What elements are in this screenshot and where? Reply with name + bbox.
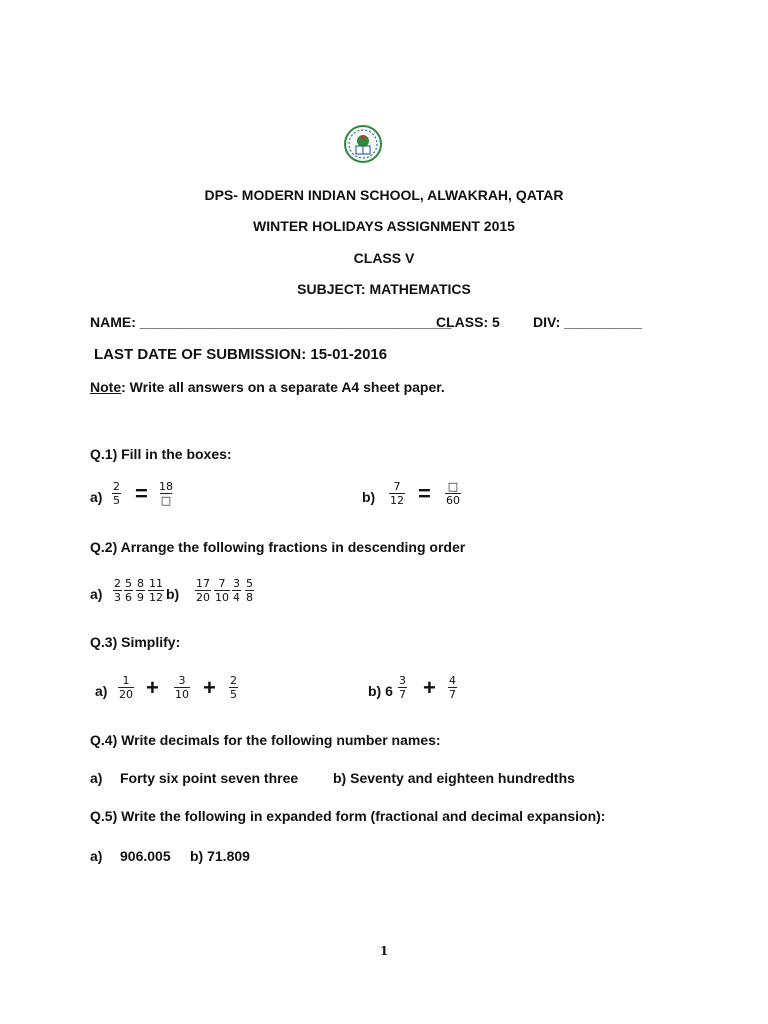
q3-a-label: a) xyxy=(95,683,108,699)
q4-a-label: a) xyxy=(90,770,103,786)
numerator: 3 xyxy=(178,674,186,687)
q1-b-right-fraction xyxy=(445,480,461,507)
q2-a-fraction-1 xyxy=(113,577,122,604)
q2-b-fraction-3 xyxy=(232,577,241,604)
page-number: 1 xyxy=(379,944,389,958)
q2-title: Q.2) Arrange the following fractions in descending order xyxy=(90,539,466,555)
numerator: 2 xyxy=(230,674,237,687)
equals-sign: = xyxy=(418,481,431,506)
numerator: 11 xyxy=(149,577,163,590)
school-logo xyxy=(343,124,383,164)
numerator: 17 xyxy=(196,577,210,590)
q2-b-fraction-4 xyxy=(245,577,254,604)
denominator: 10 xyxy=(175,688,189,701)
q2-b-fraction-1 xyxy=(195,577,211,604)
denominator: 5 xyxy=(113,494,120,507)
q4-title: Q.4) Write decimals for the following number names: xyxy=(90,732,441,748)
q1-a-right-fraction xyxy=(158,480,174,507)
numerator: 3 xyxy=(233,577,240,590)
denominator: 7 xyxy=(399,688,406,701)
numerator: 3 xyxy=(399,674,406,687)
q1-b-label: b) xyxy=(362,489,376,505)
denominator: 12 xyxy=(149,591,163,604)
note-label: Note xyxy=(90,379,122,395)
q3-b-fraction-2 xyxy=(448,674,457,701)
q2-b-label: b) xyxy=(166,586,180,602)
denominator: 20 xyxy=(196,591,210,604)
q3-a-fraction-1 xyxy=(118,674,134,701)
q1-title: Q.1) Fill in the boxes: xyxy=(90,446,232,462)
numerator: 2 xyxy=(113,480,120,493)
q5-a-label: a) xyxy=(90,848,103,864)
numerator: 5 xyxy=(125,577,132,590)
q3-title: Q.3) Simplify: xyxy=(90,634,181,650)
denominator: 8 xyxy=(246,591,253,604)
school-name: DPS- MODERN INDIAN SCHOOL, ALWAKRAH, QATAR xyxy=(204,187,564,203)
q1-a-left-fraction xyxy=(112,480,121,507)
numerator-box: □ xyxy=(447,480,459,493)
denominator: 20 xyxy=(119,688,133,701)
denominator: 3 xyxy=(114,591,121,604)
denominator: 10 xyxy=(215,591,229,604)
denominator-box: □ xyxy=(160,494,172,507)
q3-b-fraction-1 xyxy=(398,674,407,701)
denominator: 9 xyxy=(137,591,144,604)
equals-sign: = xyxy=(135,481,148,506)
numerator: 1 xyxy=(122,674,130,687)
div-field: DIV: __________ xyxy=(533,314,642,330)
q2-b-fraction-2 xyxy=(214,577,230,604)
assignment-title: WINTER HOLIDAYS ASSIGNMENT 2015 xyxy=(253,218,515,234)
q4-a-text: Forty six point seven three xyxy=(120,770,299,786)
denominator: 7 xyxy=(449,688,456,701)
numerator: 4 xyxy=(449,674,456,687)
denominator: 4 xyxy=(233,591,240,604)
q5-b-text: b) 71.809 xyxy=(190,848,250,864)
plus-sign: + xyxy=(203,675,216,700)
last-date: LAST DATE OF SUBMISSION: 15-01-2016 xyxy=(94,346,388,363)
class-title: CLASS V xyxy=(353,250,415,266)
q5-title: Q.5) Write the following in expanded form (fractional and decimal expansion): xyxy=(90,808,606,824)
denominator: 12 xyxy=(390,494,404,507)
name-field: NAME: ________________________________________ xyxy=(90,314,452,330)
q2-a-fraction-2 xyxy=(124,577,133,604)
denominator: 6 xyxy=(125,591,132,604)
note-line xyxy=(90,379,445,395)
q5-a-text: 906.005 xyxy=(120,848,171,864)
numerator: 7 xyxy=(218,577,226,590)
numerator: 2 xyxy=(114,577,121,590)
numerator: 5 xyxy=(246,577,253,590)
q1-a-label: a) xyxy=(90,489,103,505)
q1-b-left-fraction xyxy=(389,480,405,507)
numerator: 18 xyxy=(159,480,173,493)
q2-a-fraction-3 xyxy=(136,577,145,604)
denominator: 5 xyxy=(230,688,237,701)
class-field: CLASS: 5 xyxy=(436,314,500,330)
subject-title: SUBJECT: MATHEMATICS xyxy=(297,281,471,297)
q3-a-fraction-3 xyxy=(229,674,238,701)
plus-sign: + xyxy=(423,675,436,700)
q2-a-fraction-4 xyxy=(148,577,164,604)
q2-a-label: a) xyxy=(90,586,103,602)
denominator: 60 xyxy=(446,494,460,507)
q4-b-text: b) Seventy and eighteen hundredths xyxy=(333,770,575,786)
note-text: : Write all answers on a separate A4 sheet paper. xyxy=(121,379,445,395)
q3-b-label: b) 6 xyxy=(368,683,393,699)
plus-sign: + xyxy=(146,675,159,700)
numerator: 7 xyxy=(393,480,401,493)
numerator: 8 xyxy=(137,577,144,590)
q3-a-fraction-2 xyxy=(174,674,190,701)
